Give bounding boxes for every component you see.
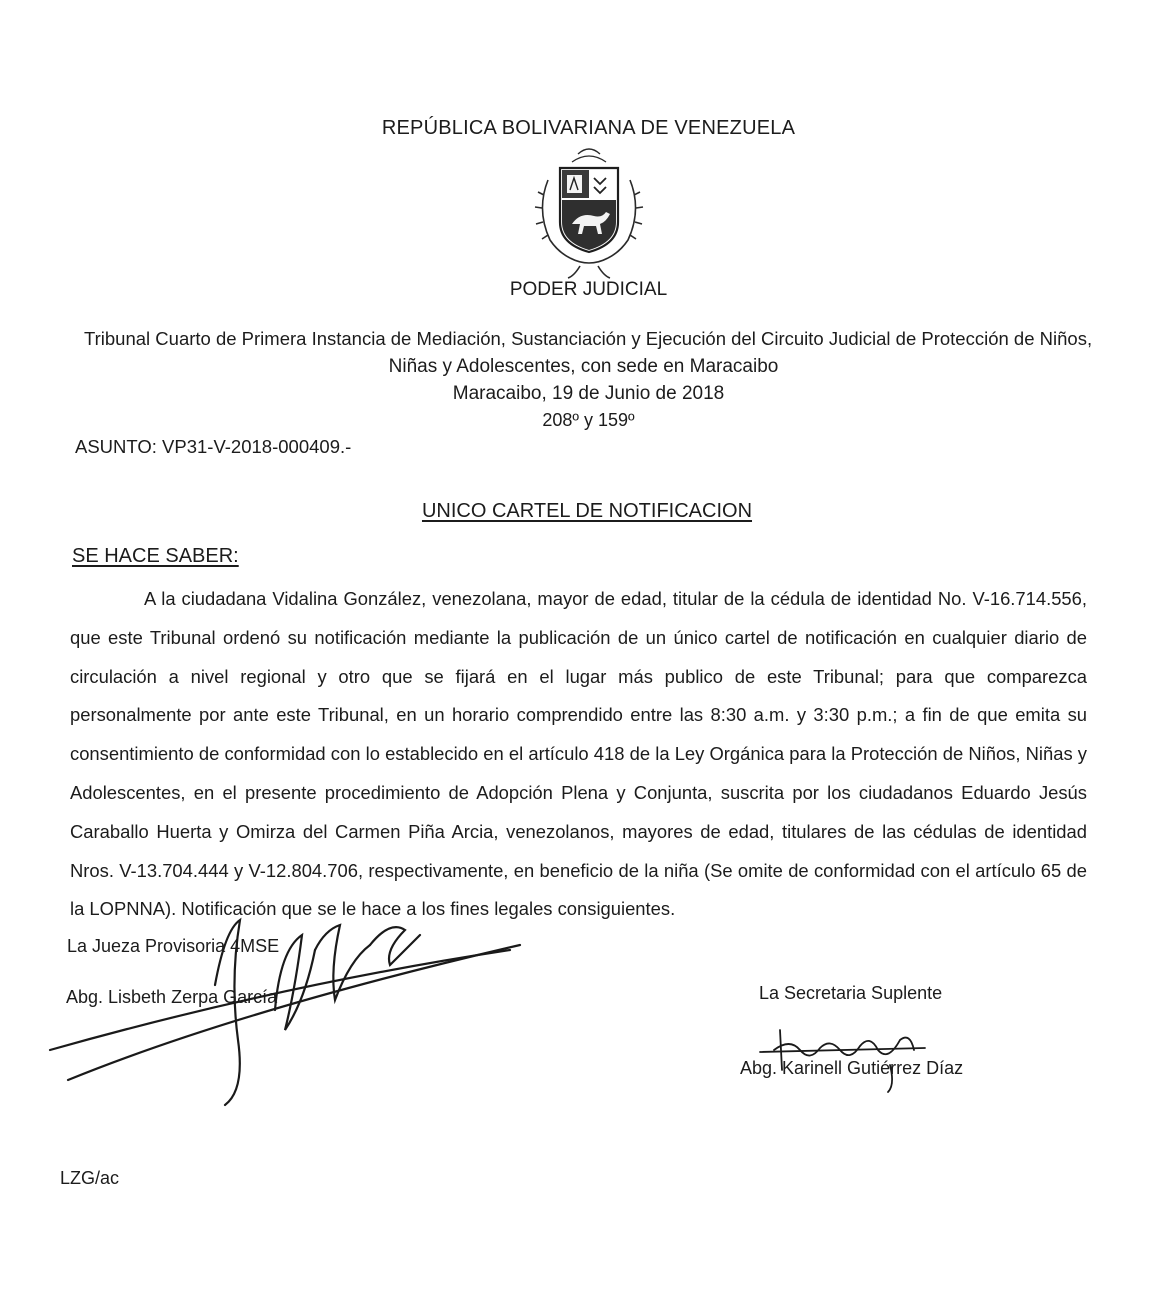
secretary-title: La Secretaria Suplente xyxy=(759,983,943,1003)
coat-of-arms-icon xyxy=(528,140,650,280)
issue-date: Maracaibo, 19 de Junio de 2018 xyxy=(452,383,725,404)
typist-initials: LZG/ac xyxy=(60,1168,120,1188)
notice-paragraph: A la ciudadana Vidalina González, venezolana, mayor de edad, titular de la cédula de identidad No. V-16.714.556, que este Tribunal ordenó su notificación mediante la publicación de un único cartel de notificación en cualquier diario de circulación a nivel regional y otro que se fijará en el lugar más publico de este Tribunal; para que comparezca personalmente por ante este Tribunal, en un horario comprendido entre las 8:30 a.m. y 3:30 p.m.; a fin de que emita su consentimiento de conformidad con lo establecido en el artículo 418 de la Ley Orgánica para la Protección de Niños, Niñas y Adolescentes, en el presente procedimiento de Adopción Plena y Conjunta, suscrita por los ciudadanos Eduardo Jesús Caraballo Huerta y Omirza del Carmen Piña Arcia, venezolanos, mayores de edad, titulares de las cédulas de identidad Nros. V-13.704.444 y V-12.804.706, respectivamente, en beneficio de la niña (Se omite de conformidad con el artículo 65 de la LOPNNA). Notificación que se le hace a los fines legales consiguientes. xyxy=(70,588,1087,920)
notice-title-text: UNICO CARTEL DE NOTIFICACION xyxy=(421,500,753,522)
judge-title: La Jueza Provisoria 4MSE xyxy=(67,936,280,956)
case-subject: ASUNTO: VP31-V-2018-000409.- xyxy=(75,436,352,457)
court-name-line2: Niñas y Adolescentes, con sede en Maracaibo xyxy=(388,356,779,377)
notice-title xyxy=(0,500,1167,523)
judge-signature-icon xyxy=(40,890,560,1120)
judge-name: Abg. Lisbeth Zerpa García xyxy=(66,987,278,1007)
court-name-line1: Tribunal Cuarto de Primera Instancia de Mediación, Sustanciación y Ejecución del Circuito Judicial de Protección de Niños, xyxy=(84,328,1093,349)
notice-heading: SE HACE SABER: xyxy=(72,545,239,567)
secretary-name: Abg. Karinell Gutiérrez Díaz xyxy=(740,1058,964,1078)
branch-heading: PODER JUDICIAL xyxy=(509,279,668,300)
notice-body xyxy=(70,580,1087,929)
historical-years: 208º y 159º xyxy=(542,410,635,430)
secretary-signature-icon xyxy=(740,1010,940,1100)
republic-heading: REPÚBLICA BOLIVARIANA DE VENEZUELA xyxy=(381,117,796,139)
